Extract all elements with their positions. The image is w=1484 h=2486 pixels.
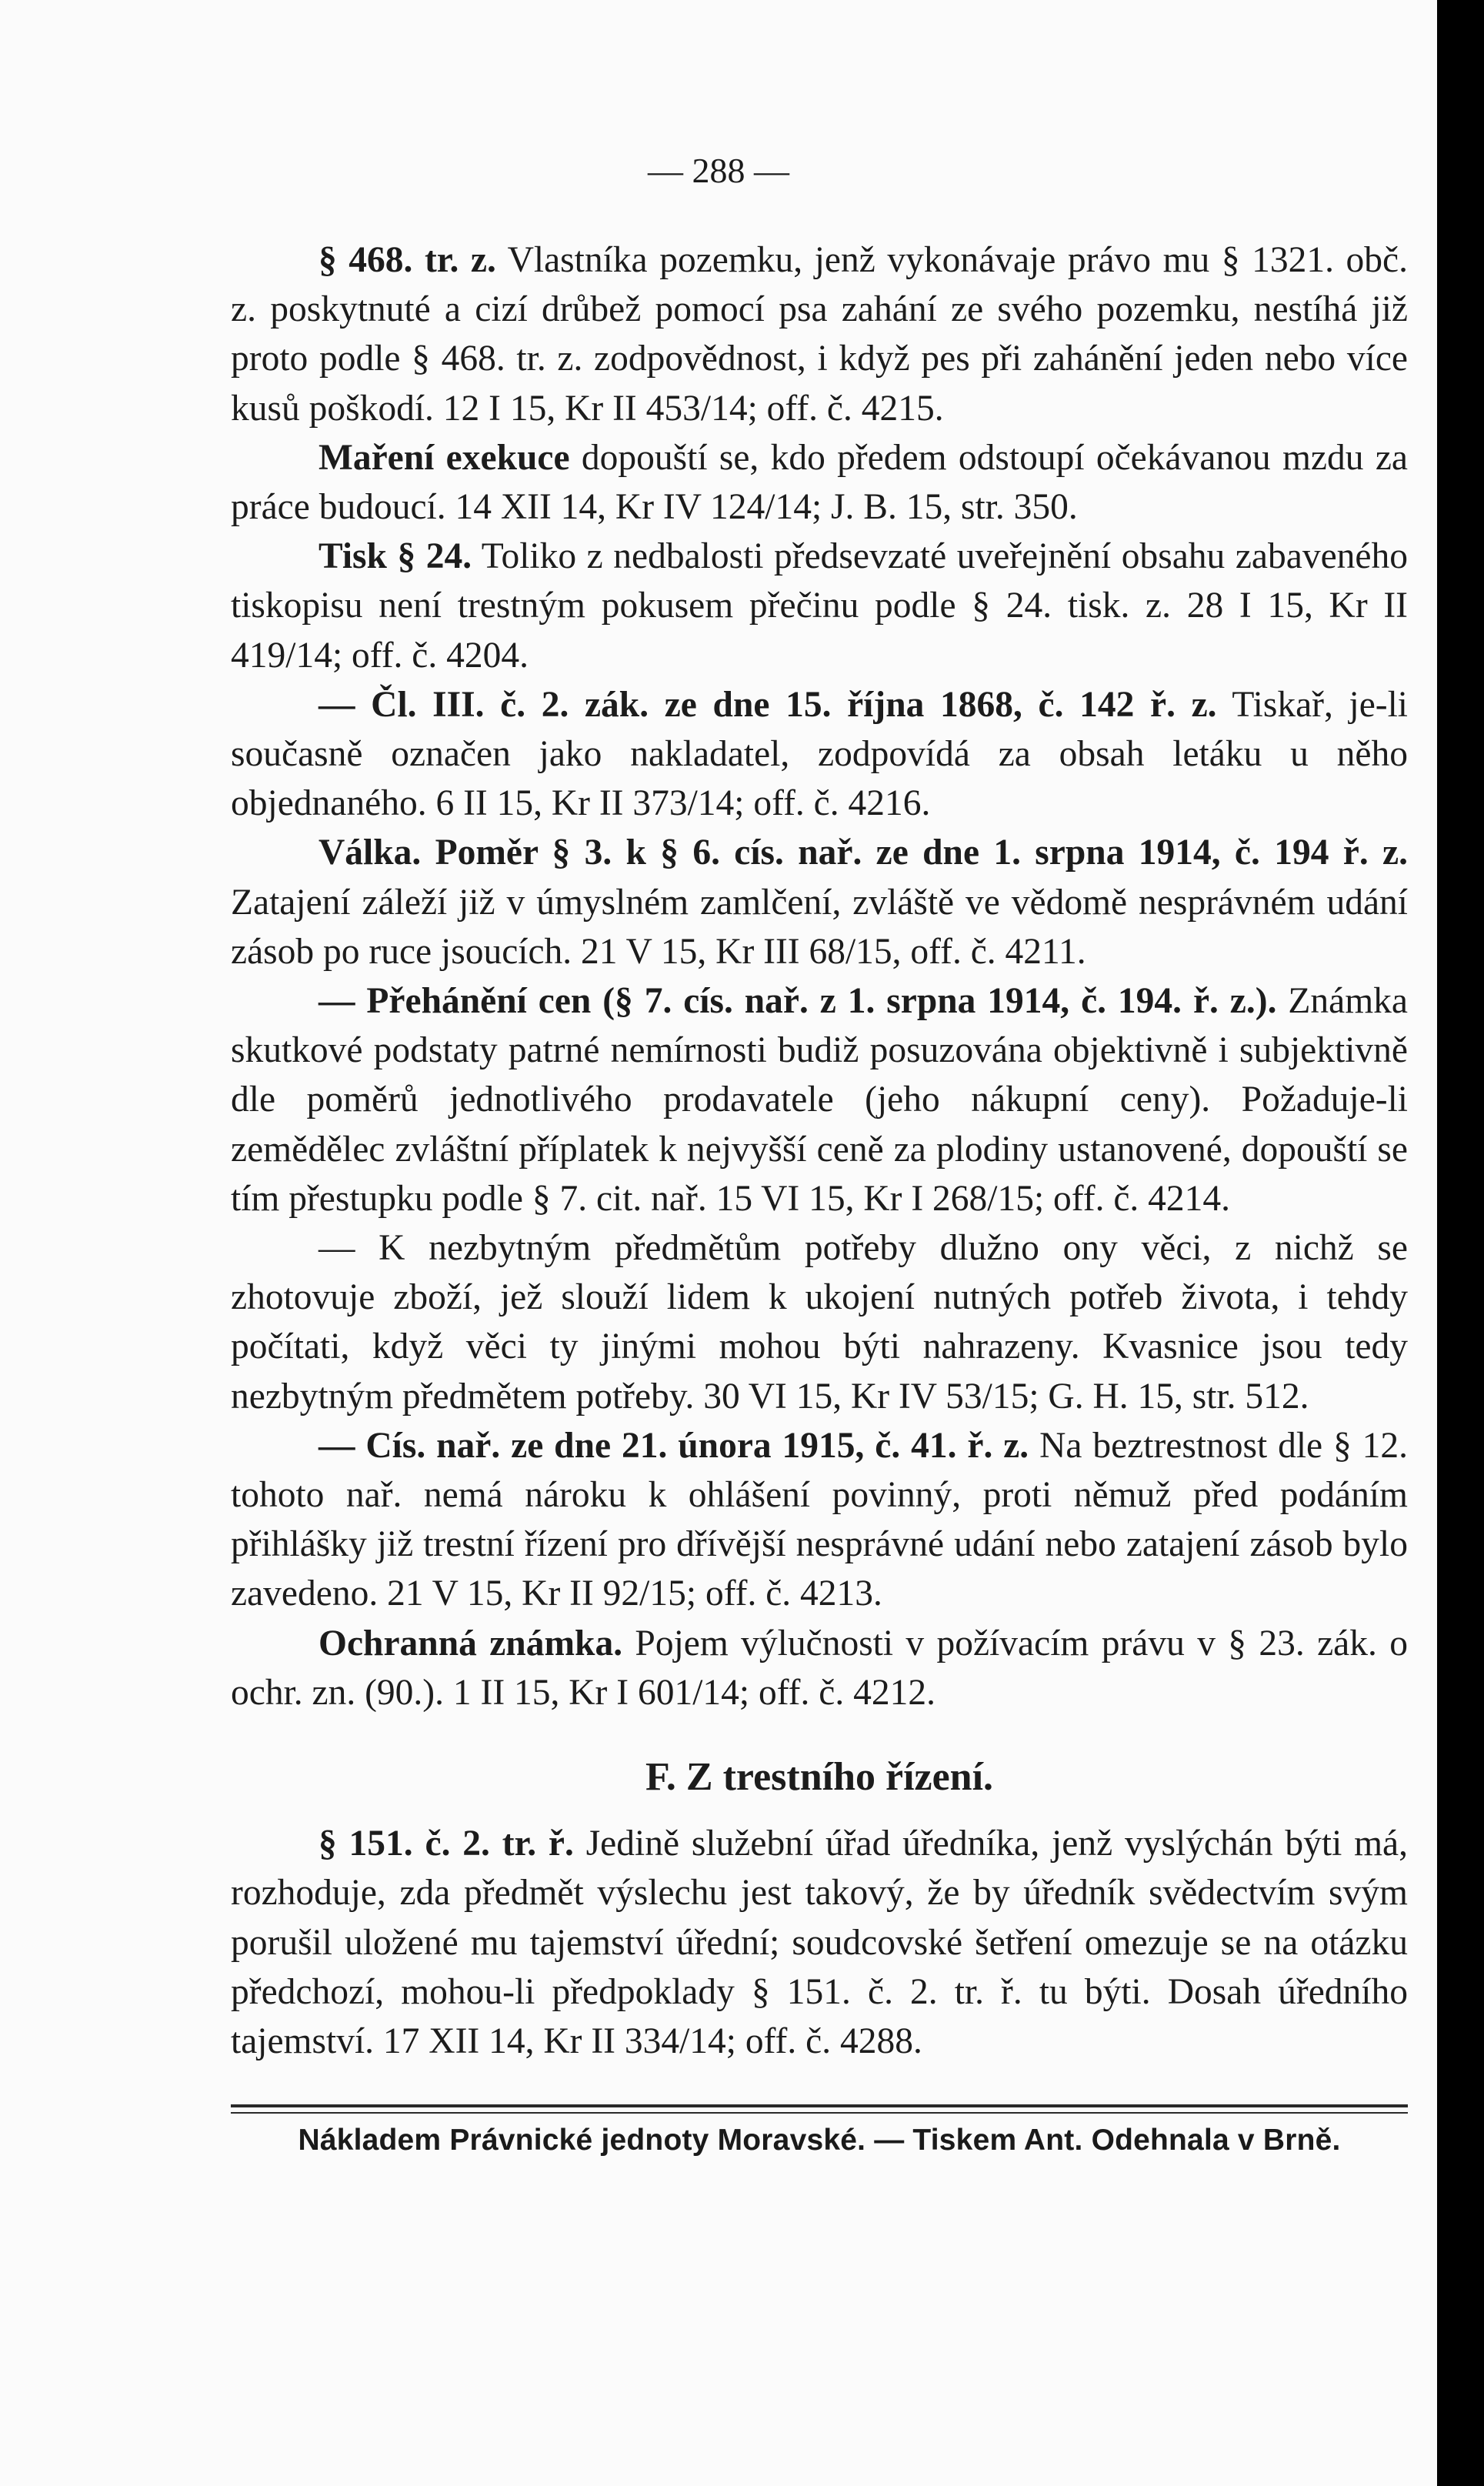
entry-text: Známka skutkové podstaty patrné nemírnosti budiž posuzována objektivně i subjektivně dle poměrů jednotlivého prodavatele (jeho nákupní ceny). Požaduje-li zemědělec zvláštní příplatek k nejvyšší ceně za plodiny ustanovené, dopouští se tím přestupku podle § 7. cit. nař. 15 VI 15, Kr I 268/15; off. č. 4214. [231, 981, 1408, 1219]
entry-lead: Maření exekuce [318, 437, 570, 478]
entry-paragraph [231, 680, 1408, 829]
entry-lead: — Cís. nař. ze dne 21. února 1915, č. 41. ř. z. [318, 1425, 1029, 1466]
entry-lead: Tisk § 24. [318, 536, 472, 577]
page-number: — 288 — [648, 151, 789, 190]
entry-lead: § 151. č. 2. tr. ř. [318, 1824, 574, 1864]
entry-paragraph [231, 1421, 1408, 1619]
footer-rule [231, 2104, 1408, 2107]
entry-lead: § 468. tr. z. [318, 240, 496, 280]
entry-paragraph [231, 1223, 1408, 1421]
entry-paragraph [231, 532, 1408, 680]
entry-text: Na beztrestnost dle § 12. tohoto nař. nemá nároku k ohlášení povinný, proti němuž před podáním přihlášky již trestní řízení pro dřívější nesprávné udání nebo zatajení zásob bylo zavedeno. 21 V 15, Kr II 92/15; off. č. 4213. [231, 1425, 1409, 1614]
entry-paragraph [231, 433, 1408, 532]
entry-text: Vlastníka pozemku, jenž vykonávaje právo mu § 1321. obč. z. poskytnuté a cizí drůbež pomocí psa zahání ze svého pozemku, nestíhá již proto podle § 468. tr. z. zodpovědnost, i když pes při zahánění jeden nebo více kusů poškodí. 12 I 15, Kr II 453/14; off. č. 4215. [231, 240, 1409, 429]
entry-text: dopouští se, kdo předem odstoupí očekávanou mzdu za práce budoucí. 14 XII 14, Kr IV 124/14; J. B. 15, str. 350. [231, 437, 1408, 528]
imprint: Nákladem Právnické jednoty Moravské. — Tiskem Ant. Odehnala v Brně. [298, 2124, 1341, 2157]
entry-text: Pojem výlučnosti v požívacím právu v § 23. zák. o ochr. zn. (90.). 1 II 15, Kr I 601/14; off. č. 4212. [231, 1623, 1408, 1713]
footer-rule-thin [231, 2112, 1408, 2114]
entry-paragraph [231, 1819, 1408, 2066]
entry-paragraph [231, 976, 1408, 1223]
entry-lead: Ochranná známka. [318, 1623, 623, 1663]
entry-lead: — Přehánění cen (§ 7. cís. nař. z 1. srpna 1914, č. 194. ř. z.). [318, 981, 1277, 1022]
section-heading: F. Z trestního řízení. [645, 1755, 994, 1800]
entry-text: — K nezbytným předmětům potřeby dlužno ony věci, z nichž se zhotovuje zboží, jež slouží lidem k ukojení nutných potřeb života, i tehdy počítati, když věci ty jinými mohou býti nahrazeny. Kvasnice jsou tedy nezbytným předmětem potřeby. 30 VI 15, Kr IV 53/15; G. H. 15, str. 512. [231, 1228, 1408, 1417]
entry-paragraph [231, 235, 1408, 433]
entry-text: Tiskař, je-li současně označen jako nakladatel, zodpovídá za obsah letáku u něho objednaného. 6 II 15, Kr II 373/14; off. č. 4216. [231, 684, 1409, 824]
entry-text: Zatajení záleží již v úmyslném zamlčení, zvláště ve vědomě nesprávném udání zásob po ruce jsoucích. 21 V 15, Kr III 68/15, off. č. 4211. [231, 882, 1408, 972]
scan-edge [1437, 0, 1484, 2486]
entry-lead: Válka. Poměr § 3. k § 6. cís. nař. ze dne 1. srpna 1914, č. 194 ř. z. [318, 833, 1408, 873]
entry-paragraph [231, 1619, 1408, 1717]
entry-lead: — Čl. III. č. 2. zák. ze dne 15. října 1868, č. 142 ř. z. [318, 684, 1217, 725]
entry-paragraph [231, 828, 1408, 976]
entry-text: Toliko z nedbalosti předsevzaté uveřejnění obsahu zabaveného tiskopisu není trestným pokusem přečinu podle § 24. tisk. z. 28 I 15, Kr II 419/14; off. č. 4204. [231, 536, 1408, 676]
body-text [231, 235, 1408, 2066]
entry-text: Jedině služební úřad úředníka, jenž vyslýchán býti má, rozhoduje, zda předmět výslechu jest takový, že by úředník svědectvím svým porušil uložené mu tajemství úřední; soudcovské šetření omezuje se na otázku předchozí, mohou-li předpoklady § 151. č. 2. tr. ř. tu býti. Dosah úředního tajemství. 17 XII 14, Kr II 334/14; off. č. 4288. [231, 1824, 1408, 2061]
